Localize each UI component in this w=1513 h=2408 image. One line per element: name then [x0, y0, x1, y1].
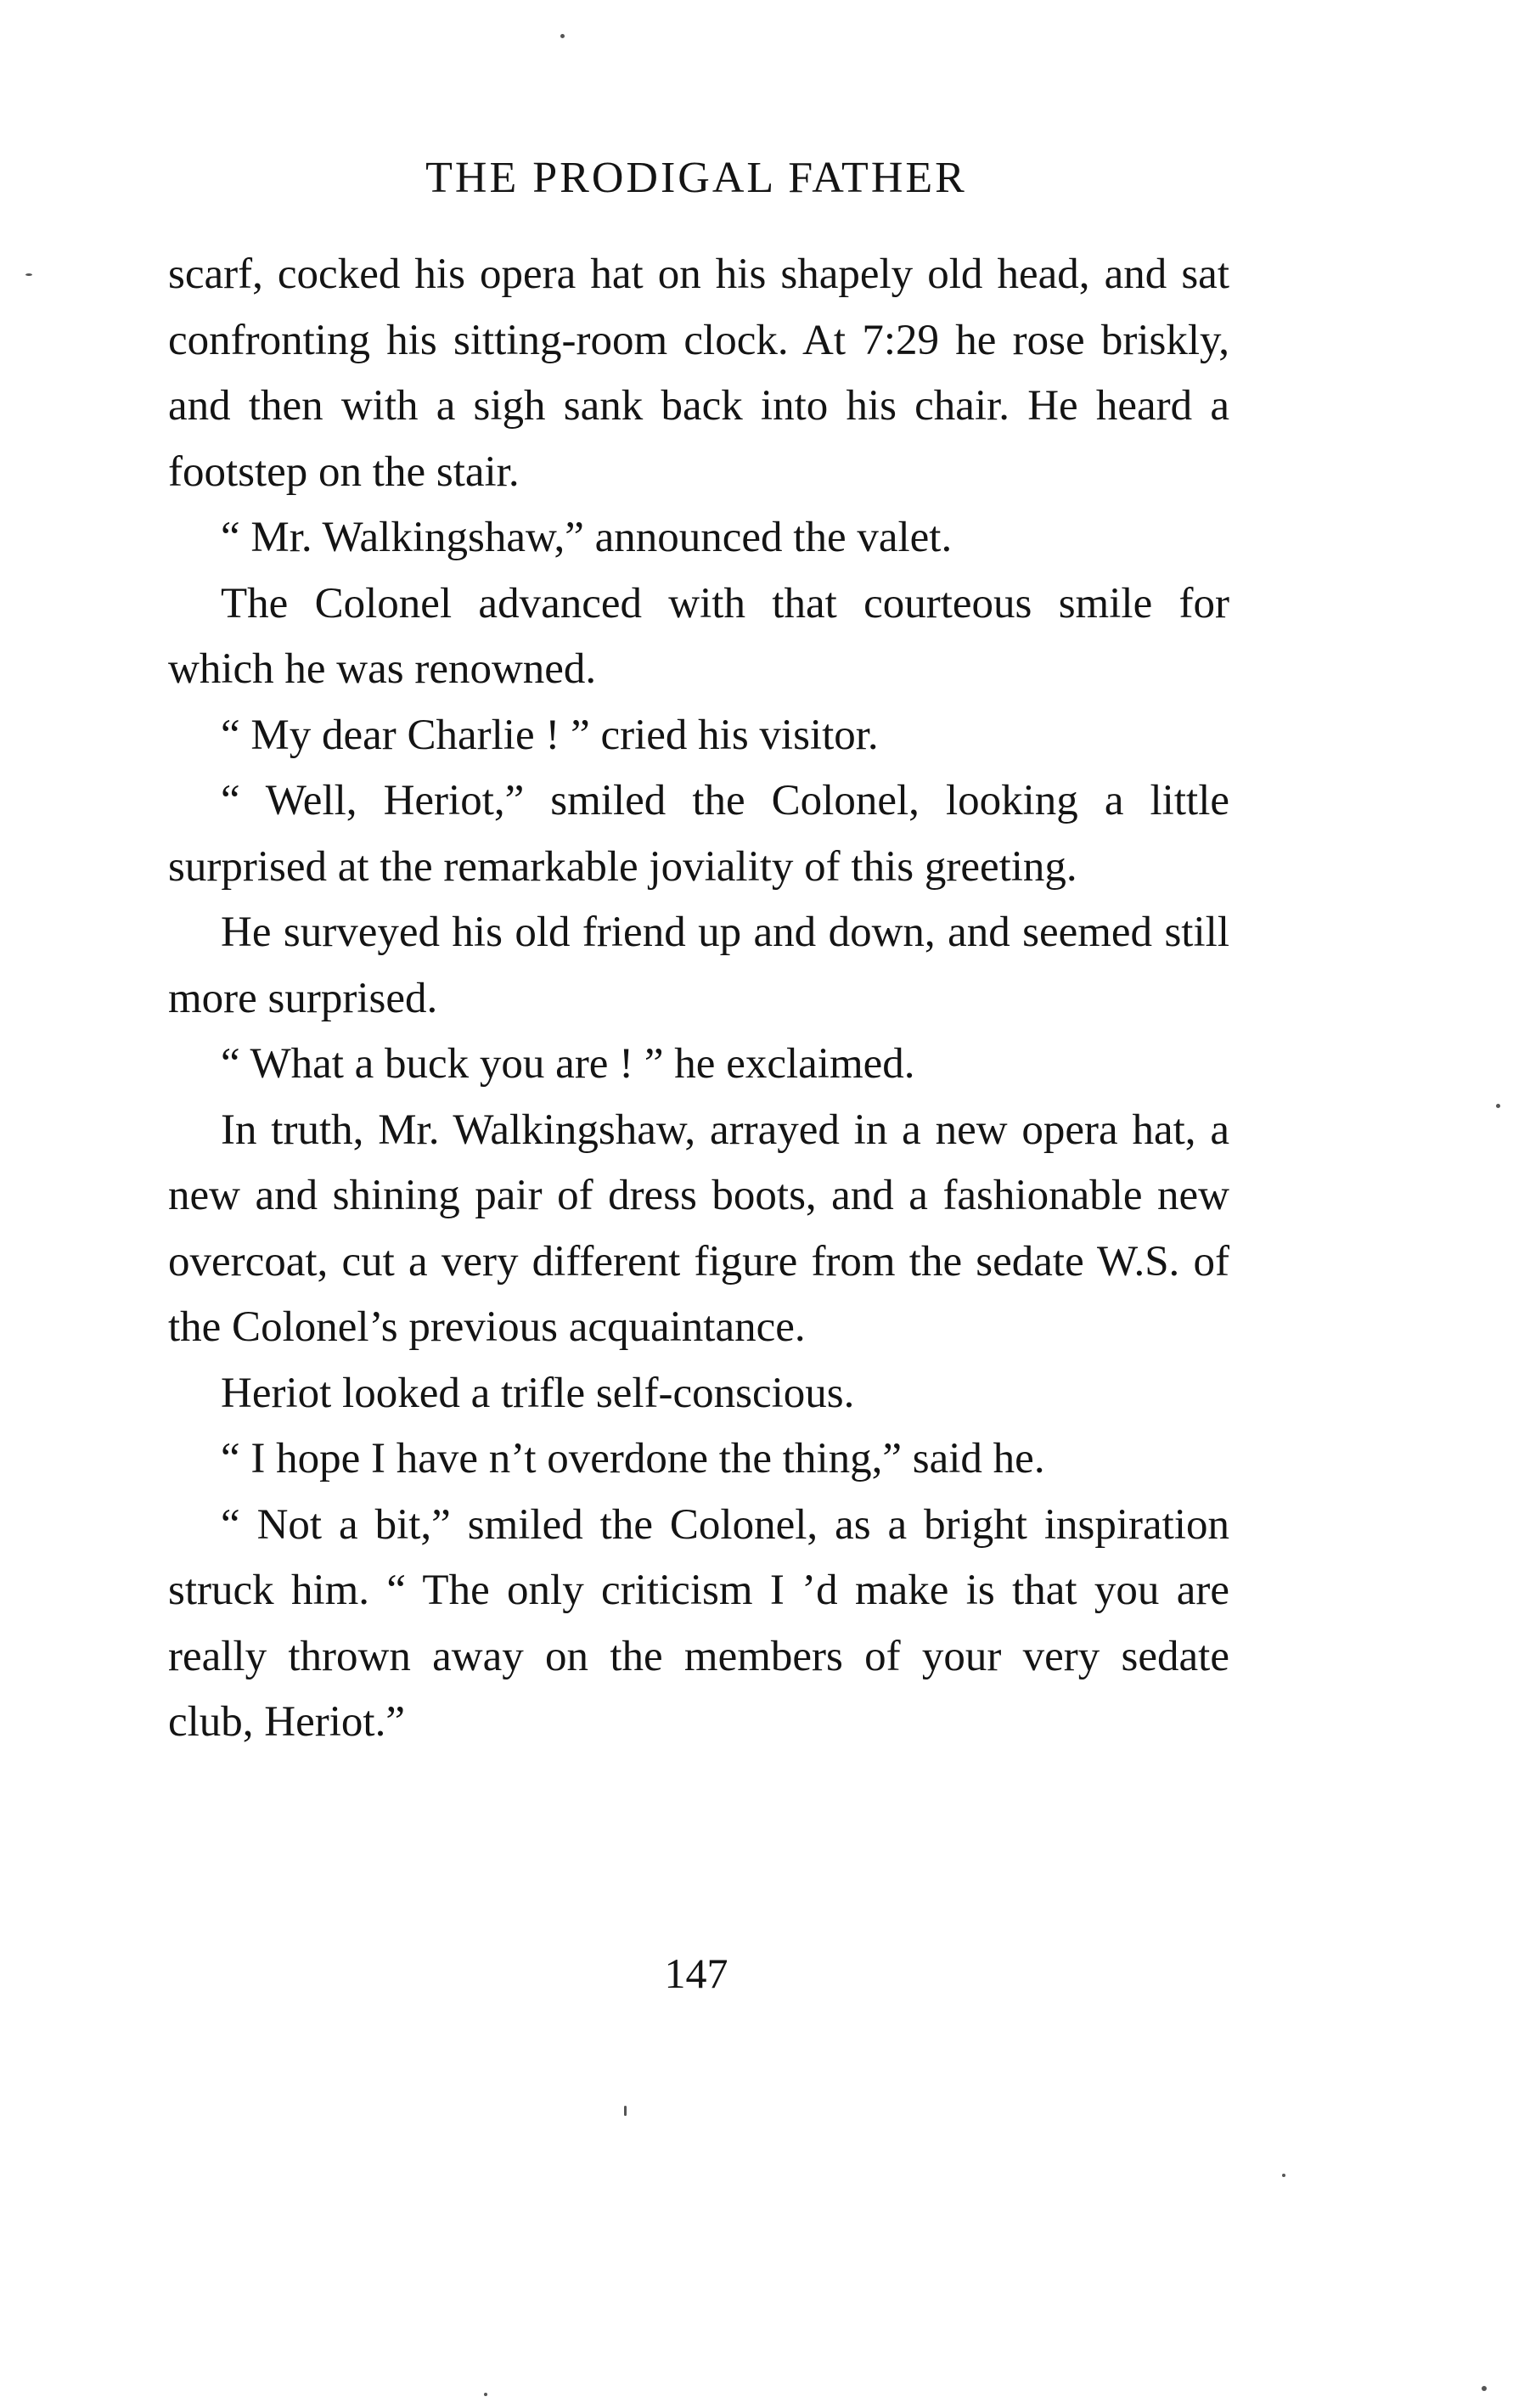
paragraph: In truth, Mr. Walkingshaw, arrayed in a new opera hat, a new and shining pair of dress boots, and a fashionable new overcoat, cut a very different figure from the sedate W.S. of the Colonel’s previous acquaintance.: [168, 1106, 1229, 1351]
scan-speck: [25, 273, 32, 276]
running-head: THE PRODIGAL FATHER: [425, 154, 967, 202]
paragraph: “ Well, Heriot,” smiled the Colonel, looking a little surprised at the remarkable joviality of this greeting.: [168, 777, 1229, 891]
page-number: 147: [664, 1949, 728, 1997]
scan-speck: [1282, 2174, 1285, 2177]
scan-speck: [624, 2106, 627, 2116]
paragraph: “ My dear Charlie ! ” cried his visitor.: [221, 711, 879, 759]
scan-speck: [1482, 2386, 1487, 2391]
paragraph: He surveyed his old friend up and down, and seemed still more surprised.: [168, 909, 1229, 1022]
paragraph: Heriot looked a trifle self-conscious.: [221, 1369, 855, 1417]
paragraph: “ I hope I have n’t overdone the thing,” said he.: [221, 1435, 1045, 1482]
scan-speck: [560, 34, 565, 38]
paragraph: “ Mr. Walkingshaw,” announced the valet.: [221, 514, 953, 561]
paragraph: scarf, cocked his opera hat on his shapely old head, and sat confronting his sitting-room clock. At 7:29 he rose briskly, and then with a sigh sank back into his chair. He heard a footstep on the stair.: [168, 250, 1229, 496]
scan-speck: [484, 2393, 487, 2396]
paragraph: “ What a buck you are ! ” he exclaimed.: [221, 1040, 915, 1088]
paragraph: The Colonel advanced with that courteous smile for which he was renowned.: [168, 579, 1229, 693]
body-text: [168, 242, 1229, 1756]
paragraph: “ Not a bit,” smiled the Colonel, as a bright inspiration struck him. “ The only criticism I ’d make is that you are really thrown away on the members of your very sedate club, Heriot.”: [168, 1500, 1229, 1746]
scan-speck: [1496, 1104, 1500, 1108]
